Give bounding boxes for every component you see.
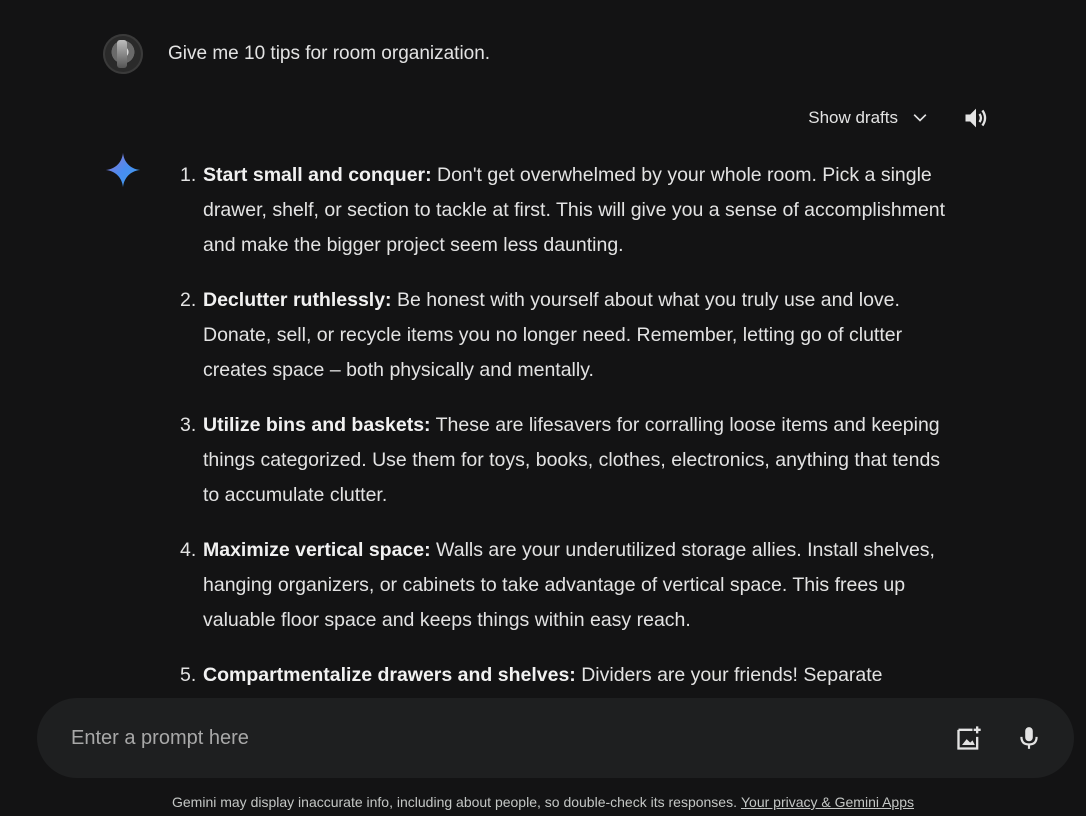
list-item	[180, 158, 950, 263]
list-number: 3.	[180, 414, 197, 436]
response-toolbar	[808, 104, 990, 132]
show-drafts-label: Show drafts	[808, 108, 898, 127]
tips-list	[180, 158, 950, 693]
show-drafts-button[interactable]	[808, 108, 930, 128]
microphone-icon	[1016, 724, 1042, 752]
microphone-button[interactable]	[1014, 723, 1044, 753]
tip-title: Compartmentalize drawers and shelves:	[203, 664, 576, 686]
list-item	[180, 283, 950, 388]
tip-text: Be honest with yourself about what you truly use and love. Donate, sell, or recycle items you no longer need. Remember, letting go of clutter creates space – both physically and mentally.	[203, 289, 903, 381]
list-number: 2.	[180, 289, 197, 311]
list-item	[180, 533, 950, 638]
disclaimer-text: Gemini may display inaccurate info, including about people, so double-check its responses.	[172, 794, 737, 810]
add-image-icon	[955, 724, 983, 752]
user-prompt-text: Give me 10 tips for room organization.	[168, 43, 491, 64]
response-body	[180, 158, 950, 713]
tip-text: Walls are your underutilized storage allies. Install shelves, hanging organizers, or cabinets to take advantage of vertical space. This frees up valuable floor space and keeps things within easy reach.	[203, 539, 935, 631]
list-item	[180, 658, 950, 693]
volume-icon[interactable]	[962, 104, 990, 132]
user-avatar[interactable]	[103, 34, 143, 74]
chevron-down-icon	[910, 108, 930, 128]
tip-title: Start small and conquer:	[203, 164, 432, 186]
tip-title: Maximize vertical space:	[203, 539, 431, 561]
tip-title: Declutter ruthlessly:	[203, 289, 392, 311]
footer-disclaimer	[0, 794, 1086, 810]
tip-text: Don't get overwhelmed by your whole room. Pick a single drawer, shelf, or section to tackle at first. This will give you a sense of accomplishment and make the bigger project seem less daunting.	[203, 164, 946, 256]
user-message	[103, 34, 490, 74]
list-number: 1.	[180, 164, 197, 186]
prompt-bar	[37, 698, 1074, 778]
tip-title: Utilize bins and baskets:	[203, 414, 431, 436]
list-number: 4.	[180, 539, 197, 561]
list-item	[180, 408, 950, 513]
gemini-sparkle-icon	[104, 150, 142, 190]
tip-text: Dividers are your friends! Separate	[575, 664, 883, 686]
prompt-input[interactable]	[69, 726, 954, 751]
privacy-link[interactable]: Your privacy & Gemini Apps	[740, 794, 914, 810]
add-image-button[interactable]	[954, 723, 984, 753]
list-number: 5.	[180, 664, 197, 686]
tip-text: These are lifesavers for corralling loose items and keeping things categorized. Use them for toys, books, clothes, electronics, anything that tends to accumulate clutter.	[203, 414, 941, 506]
